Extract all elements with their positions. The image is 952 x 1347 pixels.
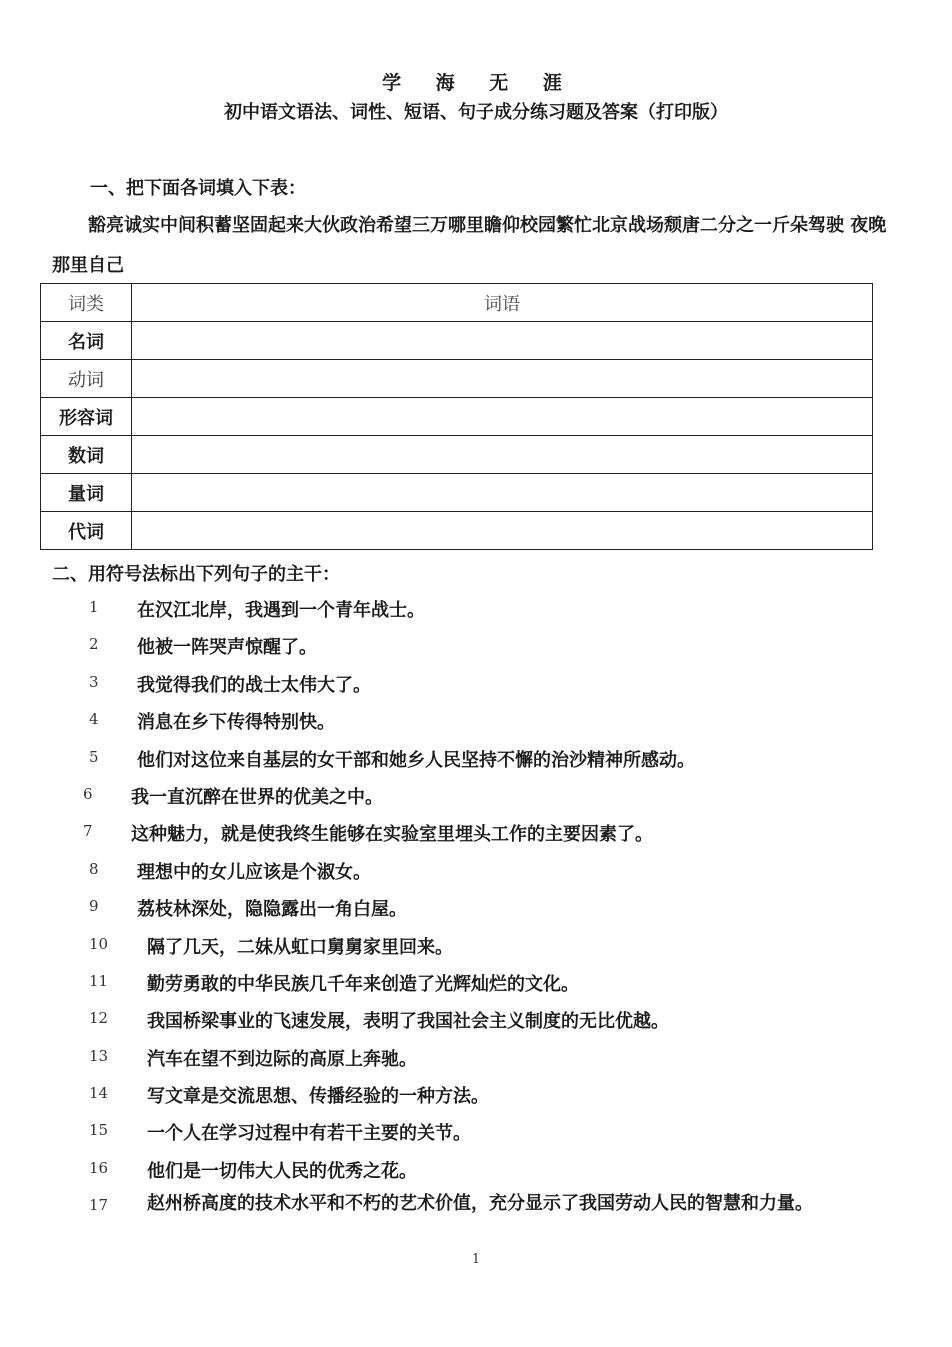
list-item bbox=[0, 1188, 952, 1225]
row-category: 形容词 bbox=[41, 398, 132, 436]
item-text: 写文章是交流思想、传播经验的一种方法。 bbox=[147, 1086, 489, 1108]
item-number: 17 bbox=[89, 1196, 109, 1215]
item-text: 他被一阵哭声惊醒了。 bbox=[137, 637, 317, 659]
document-title: 初中语文语法、词性、短语、句子成分练习题及答案（打印版） bbox=[224, 102, 728, 123]
item-number: 2 bbox=[89, 635, 99, 654]
row-words-cell[interactable] bbox=[132, 436, 873, 474]
item-text: 隔了几天，二妹从虹口舅舅家里回来。 bbox=[147, 936, 453, 958]
item-number: 1 bbox=[89, 598, 99, 616]
list-item bbox=[0, 1076, 952, 1113]
item-number: 12 bbox=[89, 1009, 109, 1028]
item-text: 荔枝林深处，隐隐露出一角白屋。 bbox=[137, 899, 407, 921]
list-item bbox=[0, 590, 952, 627]
section2-heading: 二、用符号法标出下列句子的主干： bbox=[52, 564, 340, 585]
row-category: 代词 bbox=[41, 512, 132, 550]
item-text: 他们是一切伟大人民的优秀之花。 bbox=[147, 1160, 417, 1182]
word-classification-table bbox=[40, 283, 873, 550]
item-text: 我一直沉醉在世界的优美之中。 bbox=[131, 786, 383, 808]
list-item bbox=[0, 889, 952, 926]
list-item bbox=[0, 1001, 952, 1038]
row-category: 名词 bbox=[41, 322, 132, 360]
table-row bbox=[41, 360, 873, 398]
row-words-cell[interactable] bbox=[132, 474, 873, 512]
item-number: 14 bbox=[89, 1084, 109, 1103]
item-text: 在汉江北岸，我遇到一个青年战士。 bbox=[137, 600, 425, 621]
item-number: 5 bbox=[89, 747, 99, 766]
table-row bbox=[41, 436, 873, 474]
list-item bbox=[0, 852, 952, 889]
item-number: 3 bbox=[89, 672, 99, 691]
item-text: 消息在乡下传得特别快。 bbox=[137, 712, 335, 734]
item-number: 15 bbox=[89, 1121, 109, 1140]
item-number: 6 bbox=[83, 784, 93, 803]
item-number: 8 bbox=[89, 859, 99, 878]
item-text: 我觉得我们的战士太伟大了。 bbox=[137, 674, 371, 696]
word-list: 豁亮诚实中间积蓄坚固起来大伙政治希望三万哪里瞻仰校园繁忙北京战场颓唐二分之一斤朵驾驶 夜晚那里自己 bbox=[52, 215, 887, 276]
item-number: 11 bbox=[89, 971, 109, 990]
row-words-cell[interactable] bbox=[132, 322, 873, 360]
row-words-cell[interactable] bbox=[132, 512, 873, 550]
column-header-category: 词类 bbox=[41, 284, 132, 322]
list-item bbox=[0, 1151, 952, 1188]
list-item bbox=[0, 702, 952, 739]
sentence-list bbox=[0, 590, 952, 1226]
list-item bbox=[0, 627, 952, 664]
header-title: 学 海 无 涯 bbox=[382, 72, 576, 94]
row-words-cell[interactable] bbox=[132, 398, 873, 436]
table-row bbox=[41, 474, 873, 512]
item-number: 10 bbox=[89, 934, 109, 953]
list-item bbox=[0, 1039, 952, 1076]
table-header-row bbox=[41, 284, 873, 322]
item-text: 理想中的女儿应该是个淑女。 bbox=[137, 861, 371, 883]
section1-heading: 一、把下面各词填入下表： bbox=[90, 178, 306, 199]
item-text: 这种魅力，就是使我终生能够在实验室里埋头工作的主要因素了。 bbox=[131, 824, 653, 846]
page-number: 1 bbox=[471, 1252, 481, 1267]
list-item bbox=[0, 740, 952, 777]
item-number: 7 bbox=[83, 822, 93, 841]
list-item bbox=[0, 777, 952, 814]
list-item bbox=[0, 1113, 952, 1150]
item-text: 他们对这位来自基层的女干部和她乡人民坚持不懈的治沙精神所感动。 bbox=[137, 749, 695, 771]
column-header-words: 词语 bbox=[132, 284, 873, 322]
item-text: 赵州桥高度的技术水平和不朽的艺术价值，充分显示了我国劳动人民的智慧和力量。 bbox=[147, 1193, 813, 1215]
row-category: 数词 bbox=[41, 436, 132, 474]
row-words-cell[interactable] bbox=[132, 360, 873, 398]
item-number: 16 bbox=[89, 1158, 109, 1177]
table-row bbox=[41, 398, 873, 436]
row-category: 动词 bbox=[41, 360, 132, 398]
row-category: 量词 bbox=[41, 474, 132, 512]
item-number: 13 bbox=[89, 1046, 109, 1065]
item-number: 4 bbox=[89, 710, 99, 729]
table-row bbox=[41, 512, 873, 550]
list-item bbox=[0, 814, 952, 851]
list-item bbox=[0, 927, 952, 964]
table-row bbox=[41, 322, 873, 360]
list-item bbox=[0, 964, 952, 1001]
item-text: 一个人在学习过程中有若干主要的关节。 bbox=[147, 1123, 471, 1145]
item-text: 汽车在望不到边际的高原上奔驰。 bbox=[147, 1048, 417, 1070]
list-item bbox=[0, 665, 952, 702]
item-number: 9 bbox=[89, 897, 99, 916]
item-text: 勤劳勇敢的中华民族几千年来创造了光辉灿烂的文化。 bbox=[147, 973, 579, 995]
item-text: 我国桥梁事业的飞速发展，表明了我国社会主义制度的无比优越。 bbox=[147, 1011, 669, 1033]
